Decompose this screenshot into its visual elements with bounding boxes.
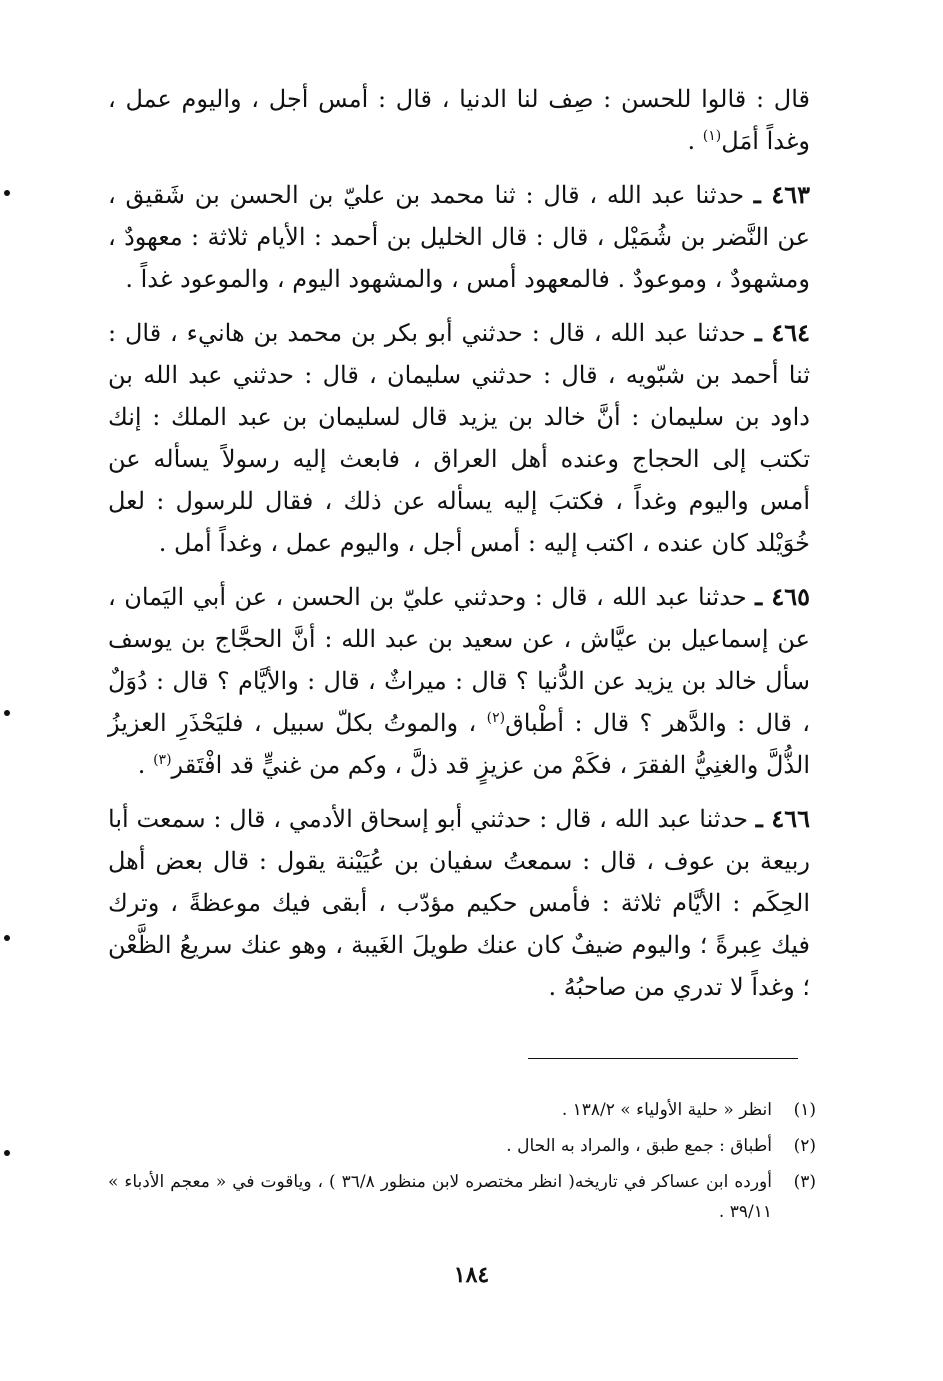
paragraph-number: ٤٦٣ ـ [753, 180, 810, 209]
footnote-2 [108, 1131, 816, 1161]
footnote-ref-2: (٢) [486, 710, 506, 726]
paragraph-number: ٤٦٤ ـ [754, 318, 810, 347]
footnote-text: أورده ابن عساكر في تاريخه( انظر مختصره لابن منظور ٣٦/٨ ) ، وياقوت في « معجم الأدباء » ٣٩/١١ . [108, 1172, 772, 1222]
footnote-ref-1: (١) [702, 128, 722, 144]
scan-mark [4, 935, 10, 941]
paragraph-number: ٤٦٥ ـ [755, 582, 810, 611]
footnote-number: (٢) [793, 1136, 816, 1156]
paragraph-number: ٤٦٦ ـ [755, 804, 810, 833]
paragraph-466 [108, 798, 810, 1008]
footnote-3 [108, 1167, 816, 1227]
paragraph-465 [108, 576, 810, 786]
footnotes [108, 1095, 816, 1233]
footnote-number: (١) [793, 1100, 816, 1120]
main-text [108, 78, 810, 1020]
footnote-number: (٣) [793, 1172, 816, 1192]
footnote-ref-3: (٣) [153, 752, 172, 768]
footnote-1 [108, 1095, 816, 1125]
footnote-text: أطباق : جمع طبق ، والمراد به الحال . [506, 1136, 772, 1156]
paragraph-intro [108, 78, 810, 162]
scan-mark [4, 710, 10, 716]
page-number: ١٨٤ [453, 1262, 490, 1288]
footnote-text: انظر « حلية الأولياء » ١٣٨/٢ . [561, 1100, 772, 1120]
paragraph-text: حدثنا عبد الله ، قال : وحدثني عليّ بن الحسن ، عن أبي اليَمان ، عن إسماعيل بن عيَّاش ، عن سعيد بن عبد الله : أنَّ الحجَّاج بن يوسف سأل خالد بن يزيد عن الدُّنيا ؟ قال : ميراثٌ ، قال : والأيَّام ؟ قال : دُوَلٌ ، قال : والدَّهر ؟ قال : أطْباق [108, 583, 810, 737]
paragraph-tail-end: . [137, 751, 154, 779]
paragraph-text: حدثنا عبد الله ، قال : ثنا محمد بن عليّ بن الحسن بن شَقيق ، عن النَّضر بن شُمَيْل ، قال : قال الخليل بن أحمد : الأيام ثلاثة : معهودٌ ، ومشهودٌ ، وموعودٌ . فالمعهود أمس ، والمشهود اليوم ، والموعود غداً . [108, 181, 810, 293]
scan-mark [4, 190, 10, 196]
footnote-divider [528, 1058, 798, 1059]
paragraph-tail: ، والموتُ بكلّ سبيل ، فليَحْذَرِ العزيزُ الذُّلَّ والغنِيُّ الفقرَ ، فكَمْ من عزيزٍ قد ذلَّ ، وكم من غنيٍّ قد افْتَقر [108, 709, 810, 779]
paragraph-text: حدثنا عبد الله ، قال : حدثني أبو بكر بن محمد بن هانيء ، قال : ثنا أحمد بن شبّويه ، قال : حدثني سليمان ، قال : حدثني عبد الله بن داود بن سليمان : أنَّ خالد بن يزيد قال لسليمان بن عبد الملك : إنك تكتب إلى الحجاج وعنده أهل العراق ، فابعث إليه رسولاً يسأله عن أمس واليوم وغداً ، فكتبَ إليه يسأله عن ذلك ، فقال للرسول : لعل خُوَيْلد كان عنده ، اكتب إليه : أمس أجل ، واليوم عمل ، وغداً أمل . [108, 319, 810, 557]
paragraph-tail: . [687, 127, 703, 155]
paragraph-text: حدثنا عبد الله ، قال : حدثني أبو إسحاق الأدمي ، قال : سمعت أبا ربيعة بن عوف ، قال : سمعتُ سفيان بن عُيَيْنة يقول : قال بعض أهل الحِكَم : الأيَّام ثلاثة : فأمس حكيم مؤدّب ، أبقى فيك موعظةً ، وترك فيك عِبرةً ؛ واليوم ضيفٌ كان عنك طويلَ الغَيبة ، وهو عنك سريعُ الظَّعْن ؛ وغداً لا تدري من صاحبُهُ . [108, 805, 811, 1001]
paragraph-464 [108, 312, 810, 564]
scan-mark [4, 1150, 10, 1156]
paragraph-text: قال : قالوا للحسن : صِف لنا الدنيا ، قال : أمس أجل ، واليوم عمل ، وغداً أمَل [108, 85, 810, 155]
paragraph-463 [108, 174, 810, 300]
